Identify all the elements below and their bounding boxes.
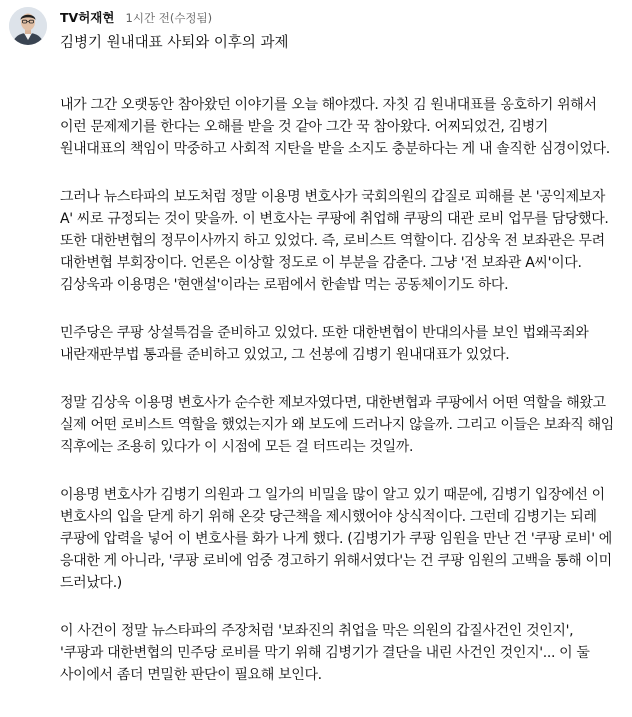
post-timestamp[interactable]: 1시간 전(수정됨) (125, 11, 213, 25)
post-header (0, 0, 632, 52)
post-paragraph: 그러나 뉴스타파의 보도처럼 정말 이용명 변호사가 국회의원의 갑질로 피해를 본 '공익제보자 A' 씨로 규정되는 것이 맞을까. 이 변호사는 쿠팡에 취업해 쿠팡의 대관 로비 업무를 담당했다. 또한 대한변협의 정무이사까지 하고 있었다. 즉, 로비스트 역할이다. 김상욱 전 보좌관은 무려 대한변협 부회장이다. 언론은 이상할 정도로 이 부분을 감춘다. 그냥 '전 보좌관 A씨'이다. 김상욱과 이용명은 '현앤설'이라는 로펌에서 한솥밥 먹는 공동체이기도 하다. (60, 189, 609, 293)
author-name[interactable]: TV허재현 (60, 10, 115, 25)
channel-avatar[interactable] (9, 7, 47, 45)
post-paragraph: 이 사건이 정말 뉴스타파의 주장처럼 '보좌진의 취업을 막은 의원의 갑질사건인 것인지', '쿠팡과 대한변협의 민주당 로비를 막기 위해 김병기가 결단을 내린 사건인 것인지'... 이 둘 사이에서 좀더 면밀한 판단이 필요해 보인다. (60, 623, 590, 683)
post-paragraph: 이용명 변호사가 김병기 의원과 그 일가의 비밀을 많이 알고 있기 때문에, 김병기 입장에선 이 변호사의 입을 닫게 하기 위해 온갖 당근책을 제시했어야 상식적이다. 그런데 김병기는 되레 쿠팡에 압력을 넣어 이 변호사를 화가 나게 했다. (김병기가 쿠팡 임원을 만난 건 '쿠팡 로비' 에 응대한 게 아니라, '쿠팡 로비에 엄중 경고하기 위해서였다'는 건 쿠팡 임원의 고백을 통해 이미 드러났다.) (60, 487, 612, 591)
post-body (60, 94, 616, 712)
post-title: 김병기 원내대표 사퇴와 이후의 과제 (60, 35, 289, 51)
post-paragraph: 정말 김상욱 이용명 변호사가 순수한 제보자였다면, 대한변협과 쿠팡에서 어떤 역할을 해왔고 실제 어떤 로비스트 역할을 했었는지가 왜 보도에 드러나지 않을까. 그리고 이들은 보좌직 해임 직후에는 조용히 있다가 이 시점에 모든 걸 터뜨리는 것일까. (60, 395, 614, 455)
post-paragraph: 민주당은 쿠팡 상설특검을 준비하고 있었다. 또한 대한변협이 반대의사를 보인 법왜곡죄와 내란재판부법 통과를 준비하고 있었고, 그 선봉에 김병기 원내대표가 있었다. (60, 325, 589, 363)
post-paragraph: 내가 그간 오랫동안 참아왔던 이야기를 오늘 해야겠다. 자칫 김 원내대표를 옹호하기 위해서 이런 문제제기를 한다는 오해를 받을 것 같아 그간 꾹 참아왔다. 어찌되었건, 김병기 원내대표의 책임이 막중하고 사회적 지탄을 받을 소지도 충분하다는 게 내 솔직한 심경이었다. (60, 97, 610, 157)
author-line (60, 8, 212, 27)
avatar-portrait-icon (9, 7, 47, 45)
